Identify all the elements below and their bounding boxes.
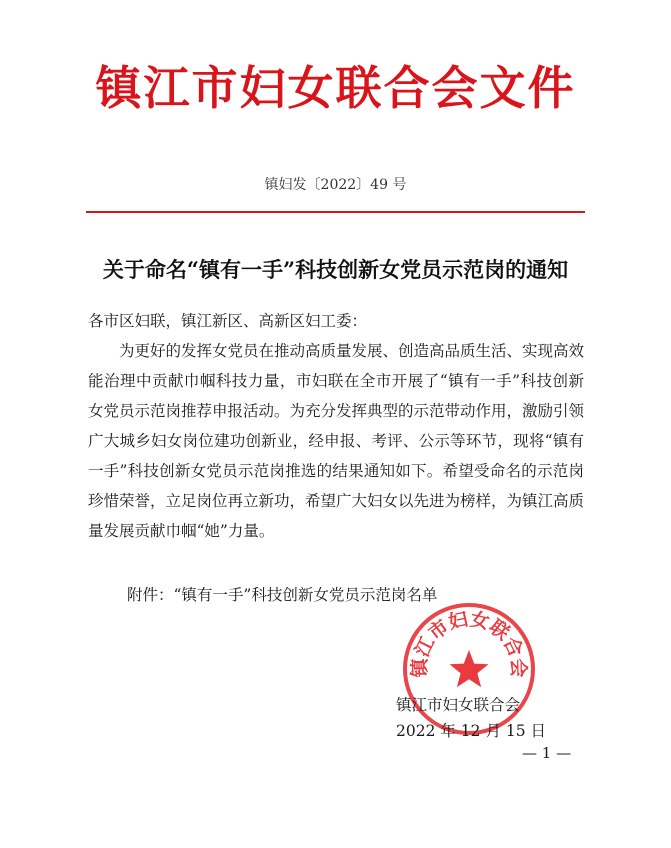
seal-star-icon [450,650,489,687]
body-paragraph: 为更好的发挥女党员在推动高质量发展、创造高品质生活、实现高效能治理中贡献巾帼科技力量，市妇联在全市开展了“镇有一手”科技创新女党员示范岗推荐申报活动。为充分发挥典型的示范带动作用，激励引领广大城乡妇女岗位建功创新业，经申报、考评、公示等环节，现将“镇有一手”科技创新女党员示范岗推选的结果通知如下。希望受命名的示范岗珍惜荣誉，立足岗位再立新功，希望广大妇女以先进为榜样，为镇江高质量发展贡献巾帼“她”力量。 [88,342,585,540]
notice-title: 关于命名“镇有一手”科技创新女党员示范岗的通知 [102,257,569,282]
attachment-line: 附件：“镇有一手”科技创新女党员示范岗名单 [127,586,438,604]
seal-text: 镇江市妇女联合会 [408,608,530,678]
page-number: — 1 — [522,744,572,762]
document-header-title: 镇江市妇女联合会文件 [95,61,576,115]
signature-block [396,692,546,744]
signature-date: 2022 年 12 月 15 日 [396,722,547,740]
signature-org: 镇江市妇女联合会 [396,696,521,714]
document-number: 镇妇发〔2022〕49 号 [264,177,407,193]
red-divider-line [86,211,585,213]
notice-body [88,336,584,546]
recipient-line: 各市区妇联，镇江新区、高新区妇工委： [88,312,368,330]
